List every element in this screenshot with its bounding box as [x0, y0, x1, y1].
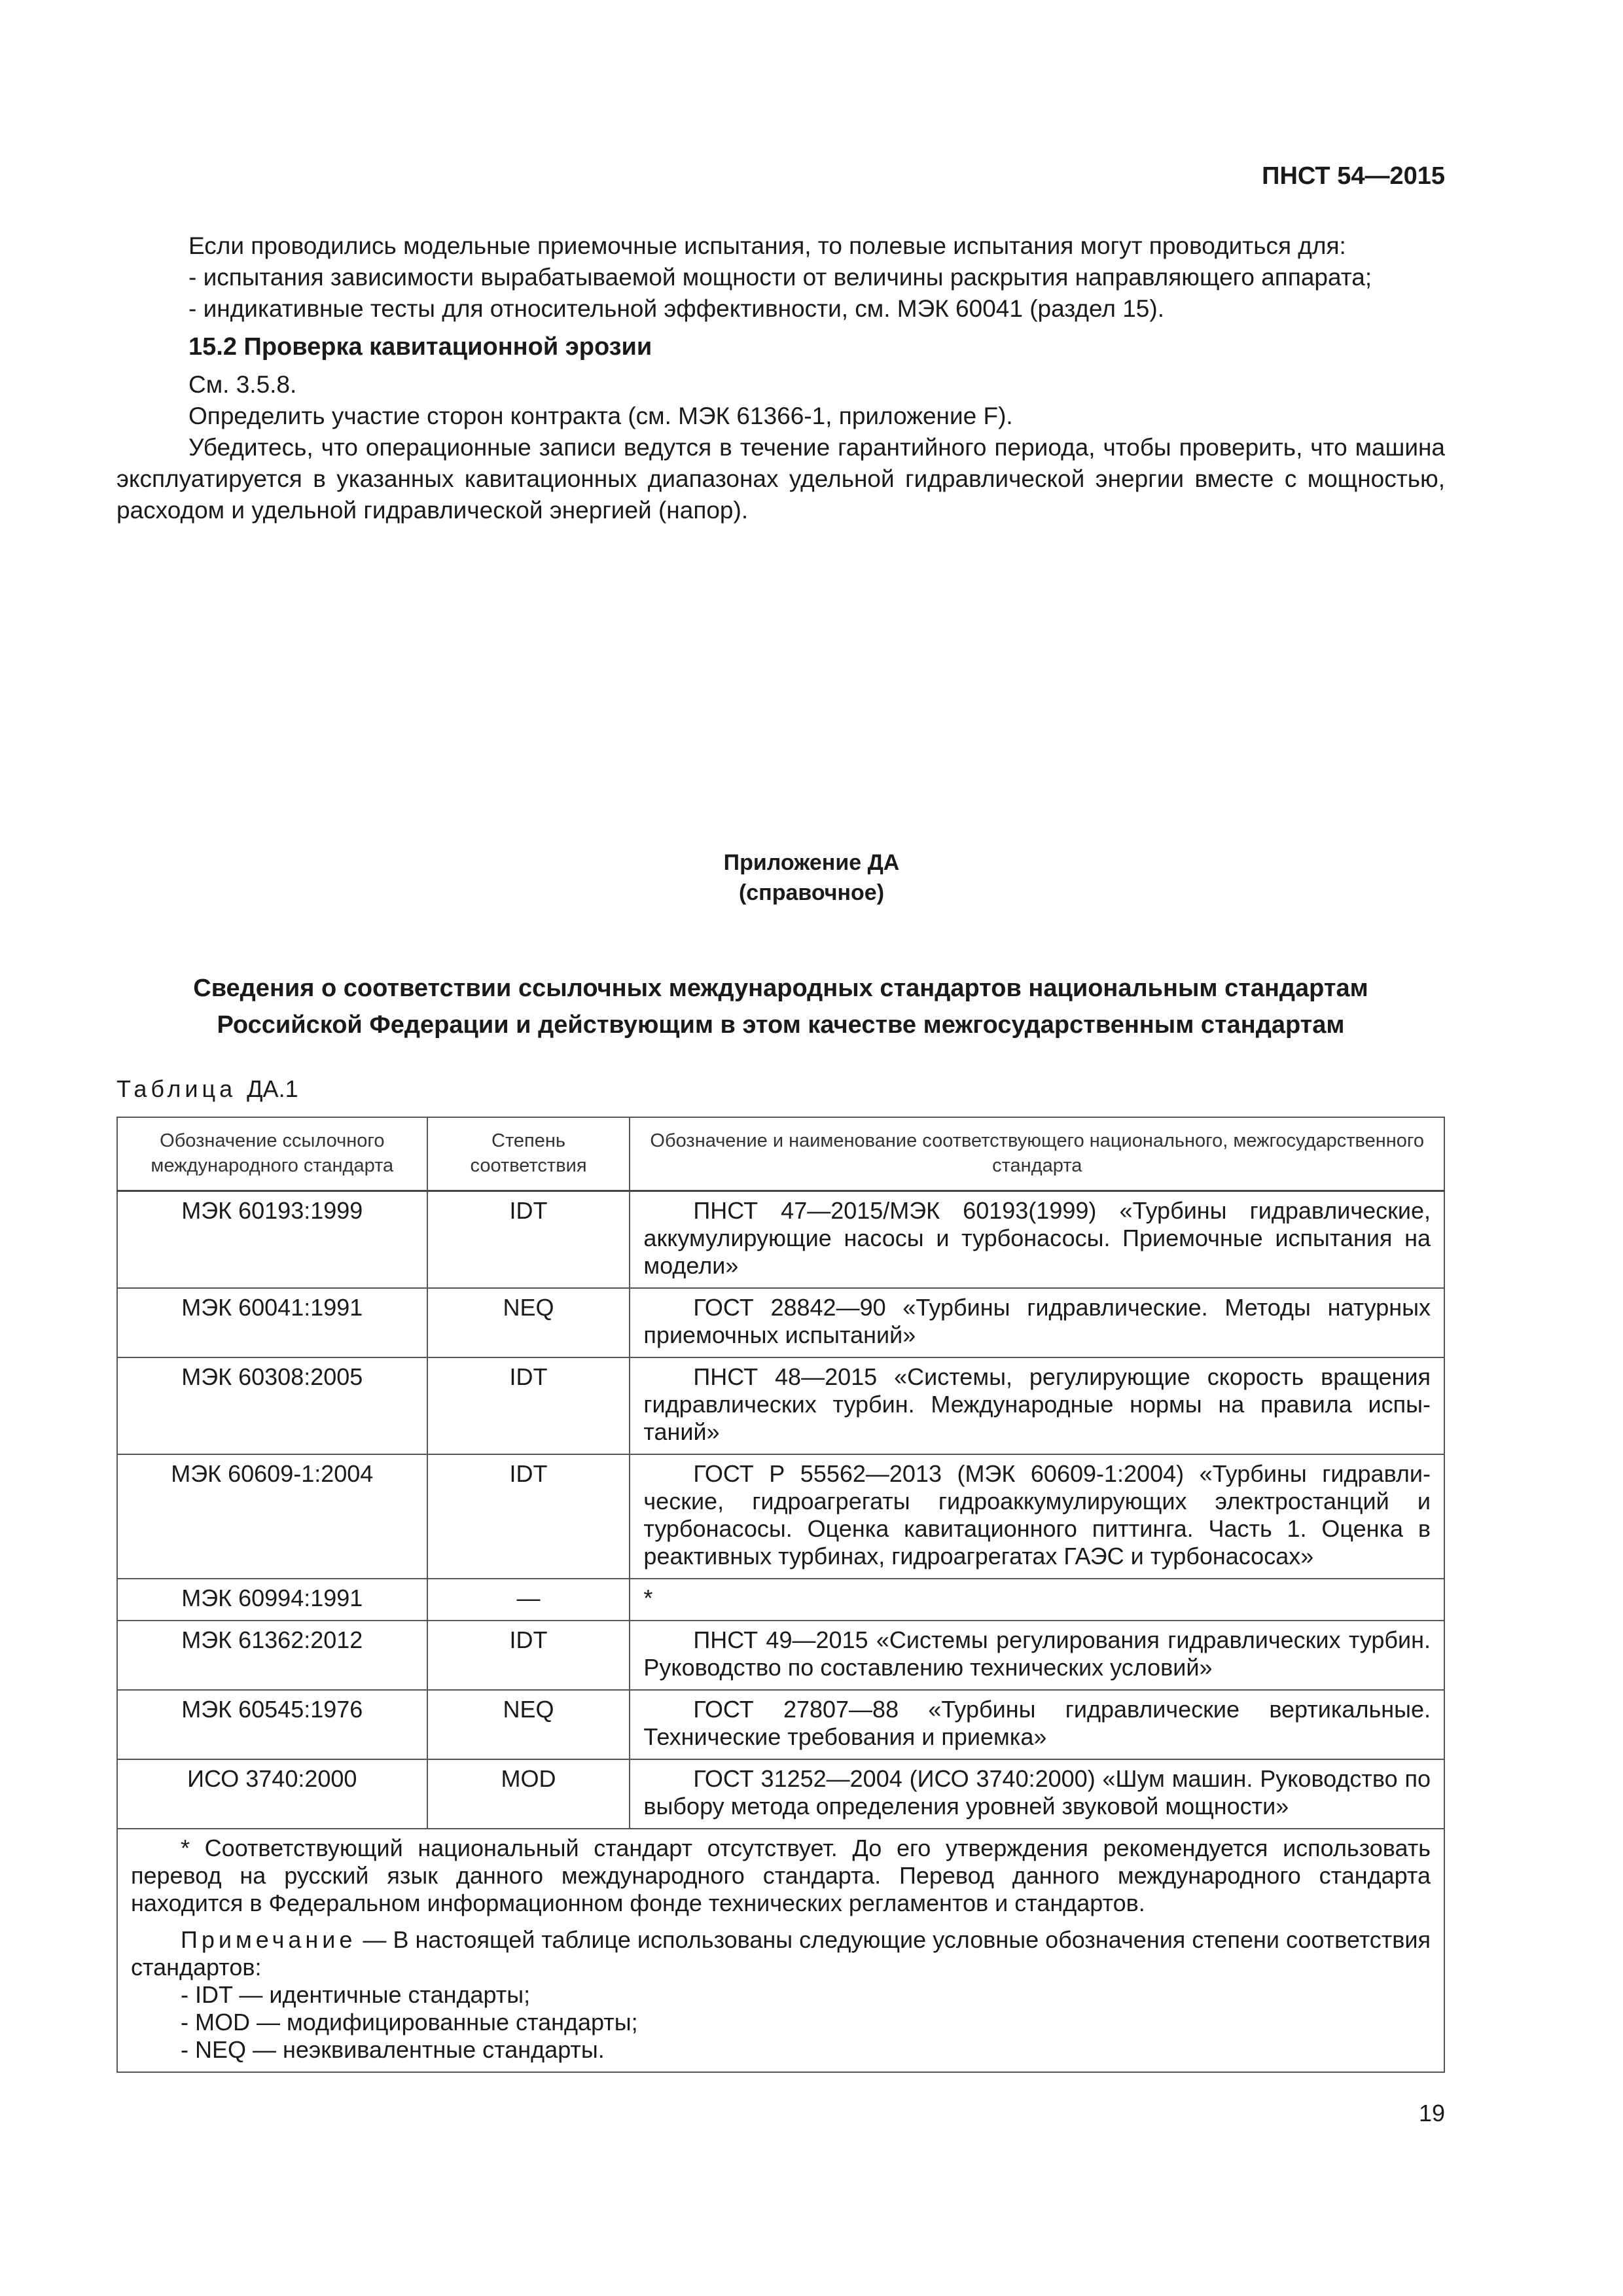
table-caption-word: Таблица: [116, 1075, 237, 1102]
degree-cell: MOD: [427, 1759, 630, 1829]
table-footnote: * Соответствующий национальный стандарт отсутствует. До его утверждения рекомендуется использовать перевод на русский язык данного международного стандарта. Перевод данного международного стандарта находится в Федеральном информационном фонде технических регламентов и стандартов.: [131, 1835, 1431, 1916]
intl-standard-cell: МЭК 60545:1976: [117, 1690, 427, 1759]
intl-standard-cell: МЭК 61362:2012: [117, 1621, 427, 1690]
table-caption: [116, 1075, 298, 1103]
annex-name: Приложение ДА: [723, 850, 900, 875]
annex-label: [0, 848, 1623, 908]
degree-cell: —: [427, 1579, 630, 1621]
table-footer-row: [117, 1829, 1444, 2072]
table-header-row: [117, 1117, 1444, 1191]
table-note: [131, 1926, 1431, 1981]
table-row: [117, 1454, 1444, 1579]
annex-title-line: Российской Федерации и действующим в этом качестве межгосударственным стандартам: [217, 1011, 1345, 1039]
intl-standard-cell: МЭК 60041:1991: [117, 1288, 427, 1357]
national-standard-cell: ПНСТ 47—2015/МЭК 60193(1999) «Турбины гидравлические, аккумулирующие насосы и турбонасосы. Приемочные испытания на модели»: [630, 1191, 1444, 1289]
annex-type: (справочное): [738, 880, 885, 905]
national-standard-cell: *: [630, 1579, 1444, 1621]
correspondence-table: [116, 1117, 1445, 2073]
national-standard-cell: ГОСТ Р 55562—2013 (МЭК 60609-1:2004) «Турбины гидравлические, гидроагрегаты гидроаккумулирующих электростанций и турбонасосы. Оценка кавитационного питтинга. Часть 1. Оценка в реактивных турбинах, гидроагрегатах ГАЭС и турбонасосах»: [630, 1454, 1444, 1579]
degree-cell: NEQ: [427, 1288, 630, 1357]
list-item: - испытания зависимости вырабатываемой мощности от величины раскрытия направляющего аппарата;: [188, 264, 1372, 291]
table-row: [117, 1690, 1444, 1759]
table-caption-number: ДА.1: [247, 1075, 298, 1102]
degree-cell: IDT: [427, 1357, 630, 1454]
column-header: Обозначение и наименование соответствующего национального, межгосударственного стандарта: [630, 1117, 1444, 1191]
document-code: ПНСТ 54—2015: [1262, 162, 1445, 190]
paragraph: Убедитесь, что операционные записи ведутся в течение гарантийного периода, чтобы проверить, что машина эксплуатируется в указанных кавитационных диапазонах удельной гидравлической энергии вместе с мощностью, расходом и удельной гидравлической энергией (напор).: [116, 434, 1445, 524]
body-text: [116, 230, 1445, 526]
national-standard-cell: ГОСТ 28842—90 «Турбины гидравлические. Методы натурных приемочных испытаний»: [630, 1288, 1444, 1357]
note-text: — В настоящей таблице использованы следующие условные обозначения степени соответствия стандартов:: [131, 1926, 1431, 1981]
degree-cell: NEQ: [427, 1690, 630, 1759]
national-standard-cell: ГОСТ 31252—2004 (ИСО 3740:2000) «Шум машин. Руководство по выбору метода определения уровней звуковой мощности»: [630, 1759, 1444, 1829]
paragraph: См. 3.5.8.: [188, 371, 297, 398]
annex-title-line: Сведения о соответствии ссылочных международных стандартов национальным стандартам: [193, 975, 1368, 1002]
note-list-item: - NEQ — неэквивалентные стандарты.: [181, 2036, 605, 2063]
intl-standard-cell: ИСО 3740:2000: [117, 1759, 427, 1829]
table-row: [117, 1759, 1444, 1829]
annex-title: [116, 970, 1445, 1043]
column-header: Степень соответствия: [427, 1117, 630, 1191]
table-row: [117, 1579, 1444, 1621]
table-row: [117, 1191, 1444, 1289]
column-header: Обозначение ссылочного международного стандарта: [117, 1117, 427, 1191]
degree-cell: IDT: [427, 1454, 630, 1579]
paragraph: Если проводились модельные приемочные испытания, то полевые испытания могут проводиться для:: [188, 232, 1346, 259]
table-row: [117, 1621, 1444, 1690]
note-list-item: - MOD — модифицированные стандарты;: [181, 2009, 638, 2036]
intl-standard-cell: МЭК 60193:1999: [117, 1191, 427, 1289]
table-row: [117, 1357, 1444, 1454]
intl-standard-cell: МЭК 60994:1991: [117, 1579, 427, 1621]
degree-cell: IDT: [427, 1621, 630, 1690]
note-label: Примечание: [181, 1926, 357, 1953]
national-standard-cell: ПНСТ 48—2015 «Системы, регулирующие скорость вращения гидравлических турбин. Международные нормы на правила испытаний»: [630, 1357, 1444, 1454]
note-list-item: - IDT — идентичные стандарты;: [181, 1981, 531, 2008]
degree-cell: IDT: [427, 1191, 630, 1289]
table-footnote-cell: [117, 1829, 1444, 2072]
national-standard-cell: ПНСТ 49—2015 «Системы регулирования гидравлических турбин. Руководство по составлению технических условий»: [630, 1621, 1444, 1690]
paragraph: Определить участие сторон контракта (см. МЭК 61366-1, приложение F).: [188, 403, 1013, 429]
intl-standard-cell: МЭК 60609-1:2004: [117, 1454, 427, 1579]
list-item: - индикативные тесты для относительной эффективности, см. МЭК 60041 (раздел 15).: [188, 295, 1164, 322]
section-heading: 15.2 Проверка кавитационной эрозии: [188, 333, 652, 361]
page-number: 19: [1418, 2100, 1445, 2126]
national-standard-cell: ГОСТ 27807—88 «Турбины гидравлические вертикальные. Технические требования и приемка»: [630, 1690, 1444, 1759]
intl-standard-cell: МЭК 60308:2005: [117, 1357, 427, 1454]
table-row: [117, 1288, 1444, 1357]
